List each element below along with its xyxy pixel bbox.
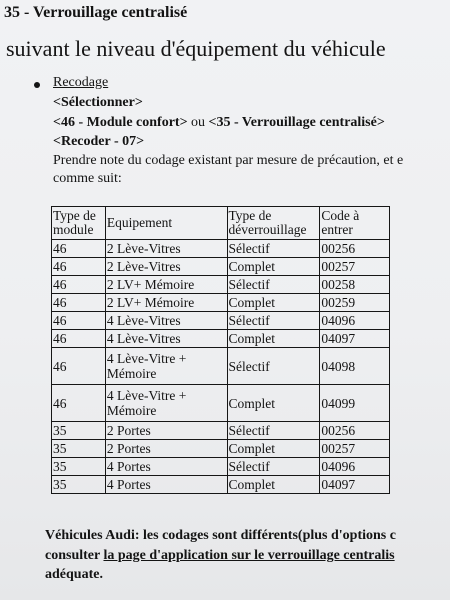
cell-type-deverrouillage: Complet [227,294,320,312]
cell-equipement: 4 Lève-Vitres [105,312,227,330]
cell-type-module: 35 [52,422,106,440]
cell-equipement: 2 LV+ Mémoire [105,294,227,312]
application-page-link[interactable]: la page d'application sur le verrouillage centralis [103,548,395,563]
cell-code: 00259 [320,294,390,312]
cell-type-module: 46 [52,276,106,294]
note-line1: Véhicules Audi: les codages sont différents(plus d'options c [45,528,396,543]
table-row [52,276,390,294]
cell-code: 04097 [320,476,390,494]
table-header-row [52,207,390,240]
cell-type-module: 46 [52,294,106,312]
cell-code: 00257 [320,258,390,276]
table-row [52,422,390,440]
cell-equipement: 2 LV+ Mémoire [105,276,227,294]
cell-type-deverrouillage: Complet [227,440,320,458]
cell-type-deverrouillage: Sélectif [227,422,320,440]
cell-equipement: 4 Lève-Vitre + Mémoire [105,348,227,385]
header-equipement: Equipement [105,207,227,240]
cell-type-deverrouillage: Complet [227,385,320,422]
cell-code: 04098 [320,348,390,385]
cell-type-deverrouillage: Sélectif [227,276,320,294]
cell-equipement: 2 Lève-Vitres [105,258,227,276]
section-subtitle: suivant le niveau d'équipement du véhicule [6,36,386,61]
bullet-icon [34,82,40,88]
step-module-choice [53,115,385,131]
table-row [52,458,390,476]
cell-equipement: 2 Lève-Vitres [105,240,227,258]
table-row [52,348,390,385]
step-recode: <Recoder - 07> [53,134,145,149]
cell-code: 00258 [320,276,390,294]
header-type-module: Type de module [52,207,106,240]
recodage-link[interactable]: Recodage [53,75,109,90]
cell-equipement: 2 Portes [105,440,227,458]
cell-type-module: 46 [52,312,106,330]
cell-type-deverrouillage: Sélectif [227,348,320,385]
cell-type-module: 46 [52,258,106,276]
cell-equipement: 4 Lève-Vitre + Mémoire [105,385,227,422]
table-row [52,294,390,312]
cell-equipement: 4 Lève-Vitres [105,330,227,348]
cell-type-module: 46 [52,240,106,258]
note-line3: adéquate. [45,567,103,582]
cell-equipement: 2 Portes [105,422,227,440]
cell-code: 00257 [320,440,390,458]
note-prefix: consulter [45,548,104,563]
cell-type-module: 35 [52,440,106,458]
cell-type-module: 35 [52,476,106,494]
step-or: ou [187,115,209,130]
cell-code: 00256 [320,422,390,440]
table-row [52,240,390,258]
table-row [52,330,390,348]
cell-code: 04099 [320,385,390,422]
cell-code: 04096 [320,458,390,476]
step-module35: <35 - Verrouillage centralisé> [208,115,385,130]
cell-type-module: 35 [52,458,106,476]
instruction-line1: Prendre note du codage existant par mesure de précaution, et e [53,153,404,168]
cell-type-module: 46 [52,385,106,422]
table-row [52,312,390,330]
cell-equipement: 4 Portes [105,458,227,476]
cell-type-deverrouillage: Sélectif [227,458,320,476]
cell-code: 00256 [320,240,390,258]
cell-type-deverrouillage: Complet [227,476,320,494]
cell-type-deverrouillage: Complet [227,258,320,276]
step-module46: <46 - Module confort> [53,115,188,130]
table-row [52,476,390,494]
cell-type-module: 46 [52,330,106,348]
table-row [52,385,390,422]
step-select: <Sélectionner> [53,95,143,110]
cell-type-deverrouillage: Complet [227,330,320,348]
table-row [52,440,390,458]
table-row [52,258,390,276]
header-code: Code à entrer [320,207,390,240]
cell-code: 04096 [320,312,390,330]
coding-table [51,206,390,494]
section-title: 35 - Verrouillage centralisé [4,4,188,21]
cell-type-deverrouillage: Sélectif [227,312,320,330]
cell-equipement: 4 Portes [105,476,227,494]
cell-type-deverrouillage: Sélectif [227,240,320,258]
cell-code: 04097 [320,330,390,348]
cell-type-module: 46 [52,348,106,385]
instruction-line2: comme suit: [53,171,122,186]
header-type-deverrouillage: Type de déverrouillage [227,207,320,240]
note-line2 [45,548,395,564]
